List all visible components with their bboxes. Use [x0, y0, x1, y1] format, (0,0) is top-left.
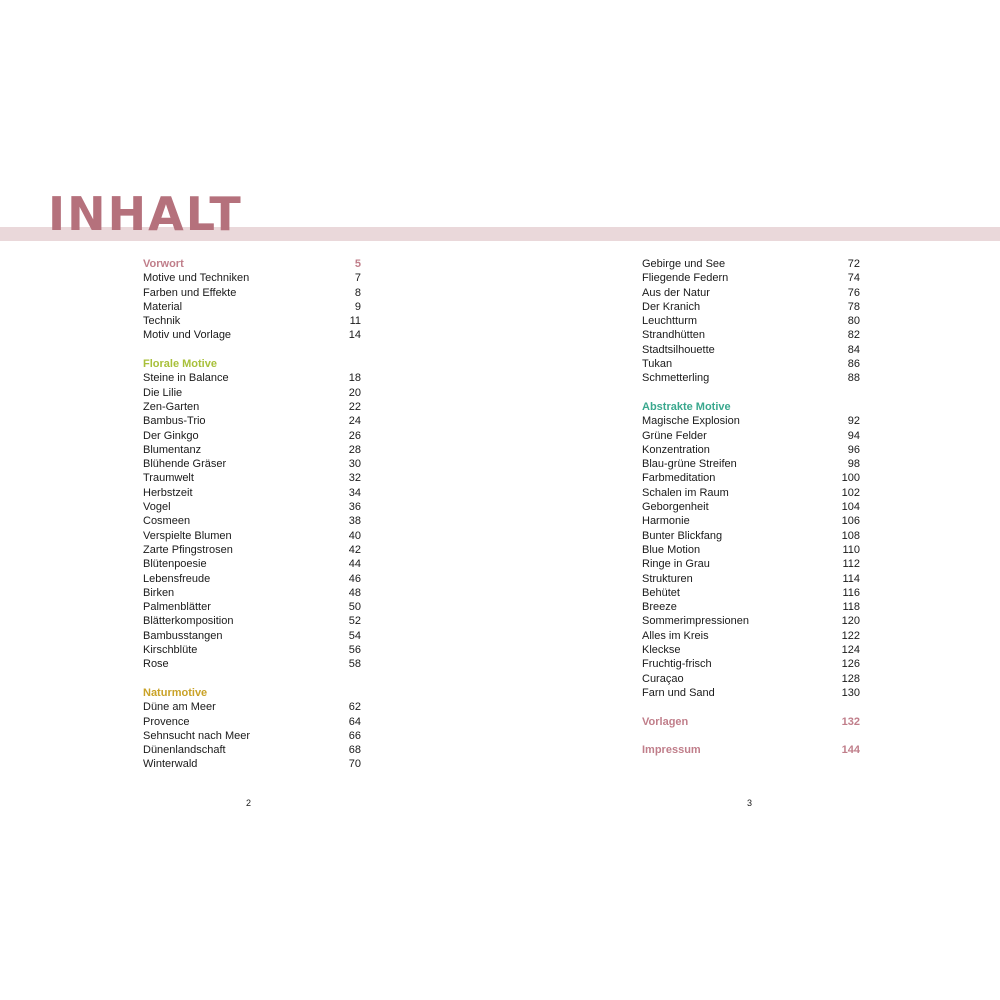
toc-label: Schalen im Raum: [642, 486, 729, 499]
section-heading-naturmotive[interactable]: Naturmotive: [143, 686, 208, 699]
toc-page: 28: [348, 443, 361, 456]
toc-label: Blue Motion: [642, 543, 701, 556]
toc-label: Die Lilie: [143, 386, 183, 399]
toc-list-natur: [143, 700, 361, 771]
toc-page: 44: [348, 558, 361, 571]
toc-entry[interactable]: [642, 672, 860, 686]
toc-entry[interactable]: [642, 643, 860, 657]
toc-label: Verspielte Blumen: [143, 529, 232, 542]
toc-page: 46: [348, 572, 361, 585]
toc-page: 74: [847, 272, 860, 285]
toc-entry[interactable]: [642, 443, 860, 457]
toc-entry[interactable]: [642, 486, 860, 500]
spacer: [642, 386, 860, 400]
toc-label: Stadtsilhouette: [642, 343, 715, 356]
toc-entry[interactable]: [143, 614, 361, 628]
toc-page: 120: [841, 615, 860, 628]
page-number-left: 2: [246, 798, 252, 808]
toc-entry[interactable]: [642, 286, 860, 300]
toc-entry[interactable]: [143, 643, 361, 657]
toc-label: Behütet: [642, 586, 680, 599]
toc-entry[interactable]: [642, 271, 860, 285]
toc-list-abstrakte: [642, 414, 860, 700]
toc-page: 124: [841, 644, 860, 657]
toc-page: 84: [847, 343, 860, 356]
toc-entry[interactable]: [642, 328, 860, 342]
toc-entry[interactable]: [642, 429, 860, 443]
page-title: INHALT: [48, 187, 243, 241]
toc-entry[interactable]: [642, 629, 860, 643]
toc-page: 72: [847, 258, 860, 270]
toc-entry[interactable]: [143, 500, 361, 514]
toc-entry[interactable]: [143, 386, 361, 400]
toc-label: Fruchtig-frisch: [642, 658, 712, 671]
toc-page: 26: [348, 429, 361, 442]
toc-label: Rose: [143, 658, 169, 671]
toc-label: Farn und Sand: [642, 686, 715, 699]
toc-label: Konzentration: [642, 443, 710, 456]
toc-page: 18: [348, 372, 361, 385]
toc-page: 58: [348, 658, 361, 671]
toc-entry[interactable]: [143, 300, 361, 314]
toc-page: 78: [847, 300, 860, 313]
toc-entry[interactable]: [143, 700, 361, 714]
toc-page: 100: [841, 472, 860, 485]
toc-left-column: [143, 257, 361, 772]
toc-label: Gebirge und See: [642, 258, 726, 270]
toc-page: 112: [842, 558, 860, 571]
toc-label: Vorlagen: [642, 715, 689, 728]
toc-entry[interactable]: [143, 286, 361, 300]
toc-entry[interactable]: [642, 657, 860, 671]
toc-right-column: [642, 257, 860, 757]
toc-label: Aus der Natur: [642, 286, 710, 299]
toc-label: Farben und Effekte: [143, 286, 237, 299]
toc-entry[interactable]: [143, 757, 361, 771]
toc-entry[interactable]: [143, 471, 361, 485]
toc-label: Traumwelt: [143, 472, 194, 485]
toc-page: 94: [847, 429, 860, 442]
toc-label: Leuchtturm: [642, 315, 698, 328]
toc-page: 98: [847, 458, 860, 471]
toc-page: 9: [354, 300, 361, 313]
toc-page: 48: [348, 586, 361, 599]
toc-label: Vorwort: [143, 258, 184, 270]
toc-page: 114: [842, 572, 860, 585]
toc-label: Der Kranich: [642, 300, 701, 313]
toc-page: 40: [348, 529, 361, 542]
toc-page: 24: [348, 415, 361, 428]
toc-label: Cosmeen: [143, 515, 191, 528]
toc-label: Zarte Pfingstrosen: [143, 543, 233, 556]
toc-entry[interactable]: [642, 557, 860, 571]
toc-entry[interactable]: [143, 715, 361, 729]
toc-entry[interactable]: [642, 257, 860, 271]
toc-label: Material: [143, 300, 183, 313]
toc-label: Grüne Felder: [642, 429, 707, 442]
toc-entry[interactable]: [642, 357, 860, 371]
toc-page: 102: [841, 486, 860, 499]
toc-entry[interactable]: [642, 471, 860, 485]
toc-entry[interactable]: [642, 543, 860, 557]
toc-label: Dünenlandschaft: [143, 744, 226, 757]
toc-label: Impressum: [642, 744, 701, 757]
toc-entry[interactable]: [642, 586, 860, 600]
toc-entry[interactable]: [143, 328, 361, 342]
toc-entry[interactable]: [143, 743, 361, 757]
toc-entry[interactable]: [143, 629, 361, 643]
toc-entry-impressum[interactable]: [642, 743, 860, 757]
toc-label: Kleckse: [642, 644, 681, 657]
toc-page: 126: [841, 658, 860, 671]
page-number-right: 3: [747, 798, 753, 808]
toc-page: 68: [348, 744, 361, 757]
toc-page: 116: [842, 586, 860, 599]
toc-label: Strukturen: [642, 572, 693, 585]
toc-entry[interactable]: [143, 414, 361, 428]
toc-entry[interactable]: [143, 486, 361, 500]
toc-page: 30: [348, 458, 361, 471]
toc-label: Schmetterling: [642, 372, 710, 385]
toc-page: 11: [349, 315, 361, 328]
toc-page: 110: [842, 543, 860, 556]
toc-entry[interactable]: [143, 457, 361, 471]
toc-page: 108: [841, 529, 860, 542]
toc-page: 76: [847, 286, 860, 299]
toc-page: 62: [348, 701, 361, 714]
toc-page: 54: [348, 629, 361, 642]
toc-label: Motiv und Vorlage: [143, 329, 232, 342]
toc-label: Düne am Meer: [143, 701, 216, 714]
toc-entry[interactable]: [642, 371, 860, 385]
toc-label: Ringe in Grau: [642, 558, 710, 571]
toc-entry[interactable]: [642, 343, 860, 357]
toc-label: Provence: [143, 715, 190, 728]
toc-entry[interactable]: [642, 529, 860, 543]
toc-page: 122: [841, 629, 860, 642]
toc-entry[interactable]: [642, 572, 860, 586]
toc-page: 86: [847, 358, 860, 371]
toc-label: Winterwald: [143, 758, 198, 771]
toc-page: 128: [841, 672, 860, 685]
toc-label: Kirschblüte: [143, 644, 198, 657]
toc-page: 22: [348, 400, 361, 413]
toc-entry[interactable]: [143, 271, 361, 285]
toc-label: Bambus-Trio: [143, 415, 206, 428]
toc-label: Lebensfreude: [143, 572, 211, 585]
toc-entry[interactable]: [642, 314, 860, 328]
toc-page: 88: [847, 372, 860, 385]
toc-page: 130: [841, 686, 860, 699]
toc-page: 36: [348, 501, 361, 514]
toc-entry[interactable]: [143, 729, 361, 743]
toc-list-florale: [143, 371, 361, 671]
toc-page: 106: [841, 515, 860, 528]
toc-page: 96: [847, 443, 860, 456]
toc-page: 34: [348, 486, 361, 499]
toc-label: Breeze: [642, 601, 677, 614]
toc-entry[interactable]: [143, 429, 361, 443]
toc-label: Strandhütten: [642, 329, 705, 342]
toc-page: 50: [348, 601, 361, 614]
toc-label: Fliegende Federn: [642, 272, 729, 285]
toc-entry-vorwort[interactable]: [143, 257, 361, 271]
toc-entry[interactable]: [642, 514, 860, 528]
toc-page: 42: [348, 543, 361, 556]
section-heading-abstrakte-motive[interactable]: Abstrakte Motive: [642, 400, 731, 413]
toc-page: 14: [348, 329, 361, 342]
toc-entry[interactable]: [642, 686, 860, 700]
toc-entry[interactable]: [143, 600, 361, 614]
toc-label: Blühende Gräser: [143, 458, 227, 471]
toc-entry[interactable]: [143, 443, 361, 457]
toc-list-natur-continued: [642, 257, 860, 386]
toc-page: 144: [841, 744, 860, 757]
toc-entry[interactable]: [642, 457, 860, 471]
toc-page: 104: [841, 501, 860, 514]
toc-label: Curaçao: [642, 672, 684, 685]
toc-page: 20: [348, 386, 361, 399]
toc-page: 38: [348, 515, 361, 528]
toc-page: 64: [348, 715, 361, 728]
toc-label: Blätterkomposition: [143, 615, 234, 628]
toc-entry[interactable]: [143, 371, 361, 385]
toc-label: Motive und Techniken: [143, 272, 250, 285]
spacer: [143, 672, 361, 686]
toc-label: Magische Explosion: [642, 415, 740, 428]
toc-page: 52: [348, 615, 361, 628]
spacer: [642, 700, 860, 714]
toc-page: 66: [348, 729, 361, 742]
toc-page: 82: [847, 329, 860, 342]
toc-entry[interactable]: [642, 614, 860, 628]
toc-label: Farbmeditation: [642, 472, 716, 485]
toc-entry[interactable]: [642, 300, 860, 314]
toc-label: Sommerimpressionen: [642, 615, 749, 628]
toc-label: Harmonie: [642, 515, 690, 528]
toc-label: Alles im Kreis: [642, 629, 709, 642]
toc-label: Tukan: [642, 358, 673, 371]
toc-entry[interactable]: [143, 572, 361, 586]
toc-label: Sehnsucht nach Meer: [143, 729, 251, 742]
toc-page: 80: [847, 315, 860, 328]
toc-label: Birken: [143, 586, 175, 599]
toc-entry[interactable]: [143, 557, 361, 571]
toc-label: Herbstzeit: [143, 486, 193, 499]
toc-page: 8: [354, 286, 361, 299]
toc-page: 56: [348, 644, 361, 657]
toc-entry[interactable]: [143, 529, 361, 543]
section-heading-florale-motive[interactable]: Florale Motive: [143, 358, 217, 371]
toc-label: Geborgenheit: [642, 501, 709, 514]
toc-label: Bunter Blickfang: [642, 529, 723, 542]
toc-label: Blumentanz: [143, 443, 202, 456]
toc-entry[interactable]: [143, 586, 361, 600]
toc-label: Blütenpoesie: [143, 558, 207, 571]
toc-entry[interactable]: [143, 314, 361, 328]
toc-page: 70: [348, 758, 361, 771]
toc-label: Technik: [143, 315, 181, 328]
toc-page: 132: [841, 715, 860, 728]
toc-page: 7: [354, 272, 361, 285]
toc-page: 5: [354, 258, 361, 270]
spacer: [642, 729, 860, 743]
toc-entry[interactable]: [143, 514, 361, 528]
toc-entry[interactable]: [642, 414, 860, 428]
toc-entry-vorlagen[interactable]: [642, 715, 860, 729]
toc-entry[interactable]: [143, 657, 361, 671]
toc-label: Vogel: [143, 501, 171, 514]
toc-page: 118: [842, 601, 860, 614]
toc-label: Steine in Balance: [143, 372, 229, 385]
toc-entry[interactable]: [642, 500, 860, 514]
toc-entry[interactable]: [143, 400, 361, 414]
toc-label: Zen-Garten: [143, 400, 200, 413]
toc-entry[interactable]: [143, 543, 361, 557]
toc-label: Bambusstangen: [143, 629, 223, 642]
toc-list-intro: [143, 271, 361, 342]
toc-label: Blau-grüne Streifen: [642, 458, 737, 471]
toc-label: Palmenblätter: [143, 601, 211, 614]
toc-page: 32: [348, 472, 361, 485]
toc-label: Der Ginkgo: [143, 429, 199, 442]
toc-entry[interactable]: [642, 600, 860, 614]
spacer: [143, 343, 361, 357]
toc-page: 92: [847, 415, 860, 428]
